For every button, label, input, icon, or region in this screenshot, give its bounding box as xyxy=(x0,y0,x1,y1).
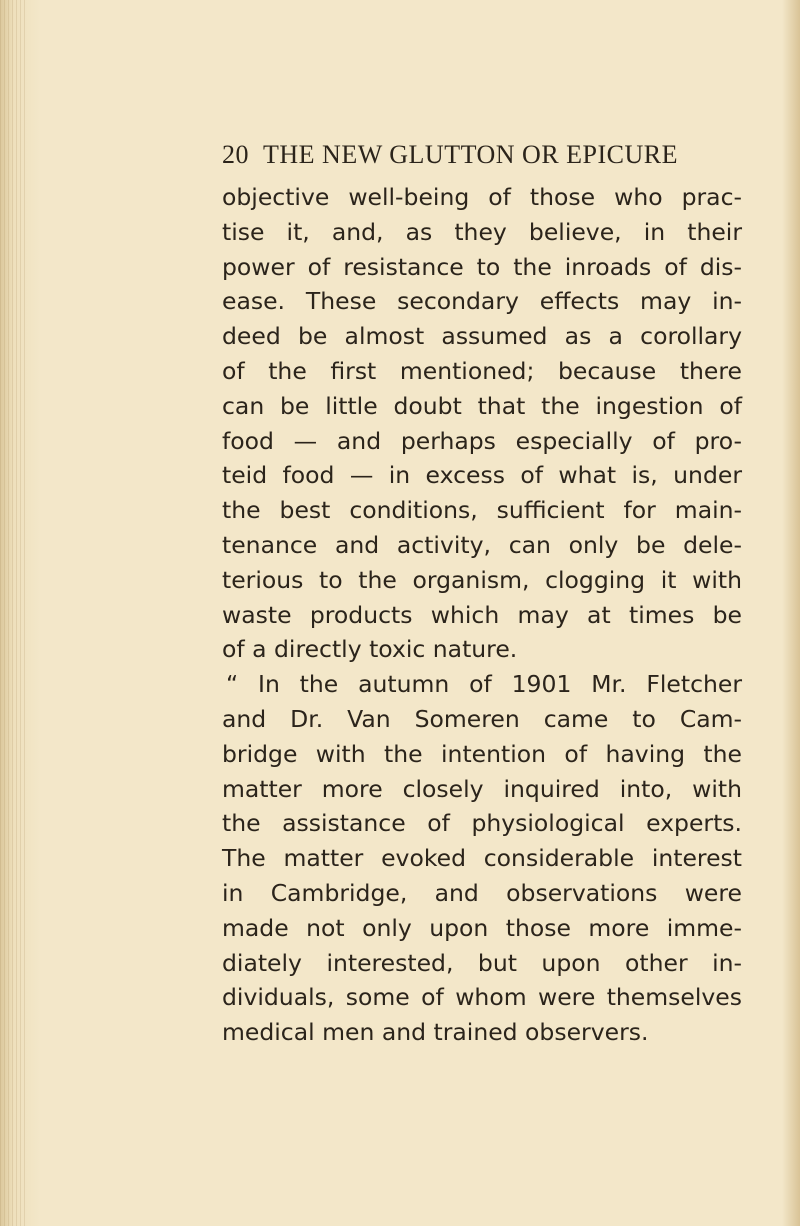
text-line: the assistance of physiological experts. xyxy=(222,809,742,838)
text-line: teid food — in excess of what is, under xyxy=(222,461,742,490)
text-line: diately interested, but upon other in- xyxy=(222,948,742,977)
text-line: can be little doubt that the ingestion of xyxy=(222,391,742,420)
paragraph-end-line: of a directly toxic nature. xyxy=(222,635,518,664)
text-line: dividuals, some of whom were themselves xyxy=(222,983,742,1012)
paragraph-end-line: medical men and trained observers. xyxy=(222,1018,649,1047)
text-line: and Dr. Van Someren came to Cam- xyxy=(222,704,742,733)
text-line: made not only upon those more imme- xyxy=(222,913,742,942)
text-line: food — and perhaps especially of pro- xyxy=(222,426,742,455)
page-number: 20 xyxy=(222,140,249,169)
text-line: of the first mentioned; because there xyxy=(222,356,742,385)
page-binding-edge xyxy=(0,0,28,1226)
text-line: waste products which may at times be xyxy=(222,600,742,629)
text-line: matter more closely inquired into, with xyxy=(222,774,742,803)
text-line: power of resistance to the inroads of dis- xyxy=(222,252,742,281)
text-line: deed be almost assumed as a corollary xyxy=(222,322,742,351)
text-line: ease. These secondary effects may in- xyxy=(222,287,742,316)
text-line: bridge with the intention of having the xyxy=(222,739,742,768)
text-line: objective well-being of those who prac- xyxy=(222,183,742,211)
running-header xyxy=(222,140,742,170)
text-line: in Cambridge, and observations were xyxy=(222,878,742,907)
text-line: terious to the organism, clogging it with xyxy=(222,565,742,594)
text-line: tise it, and, as they believe, in their xyxy=(222,217,742,246)
body-text xyxy=(222,180,742,1050)
text-line: the best conditions, sufficient for main- xyxy=(222,496,742,525)
paragraph-start-line: “ In the autumn of 1901 Mr. Fletcher xyxy=(226,670,742,699)
text-line: The matter evoked considerable interest xyxy=(222,844,742,873)
text-line: tenance and activity, can only be dele- xyxy=(222,530,742,559)
running-title: THE NEW GLUTTON OR EPICURE xyxy=(263,140,679,169)
